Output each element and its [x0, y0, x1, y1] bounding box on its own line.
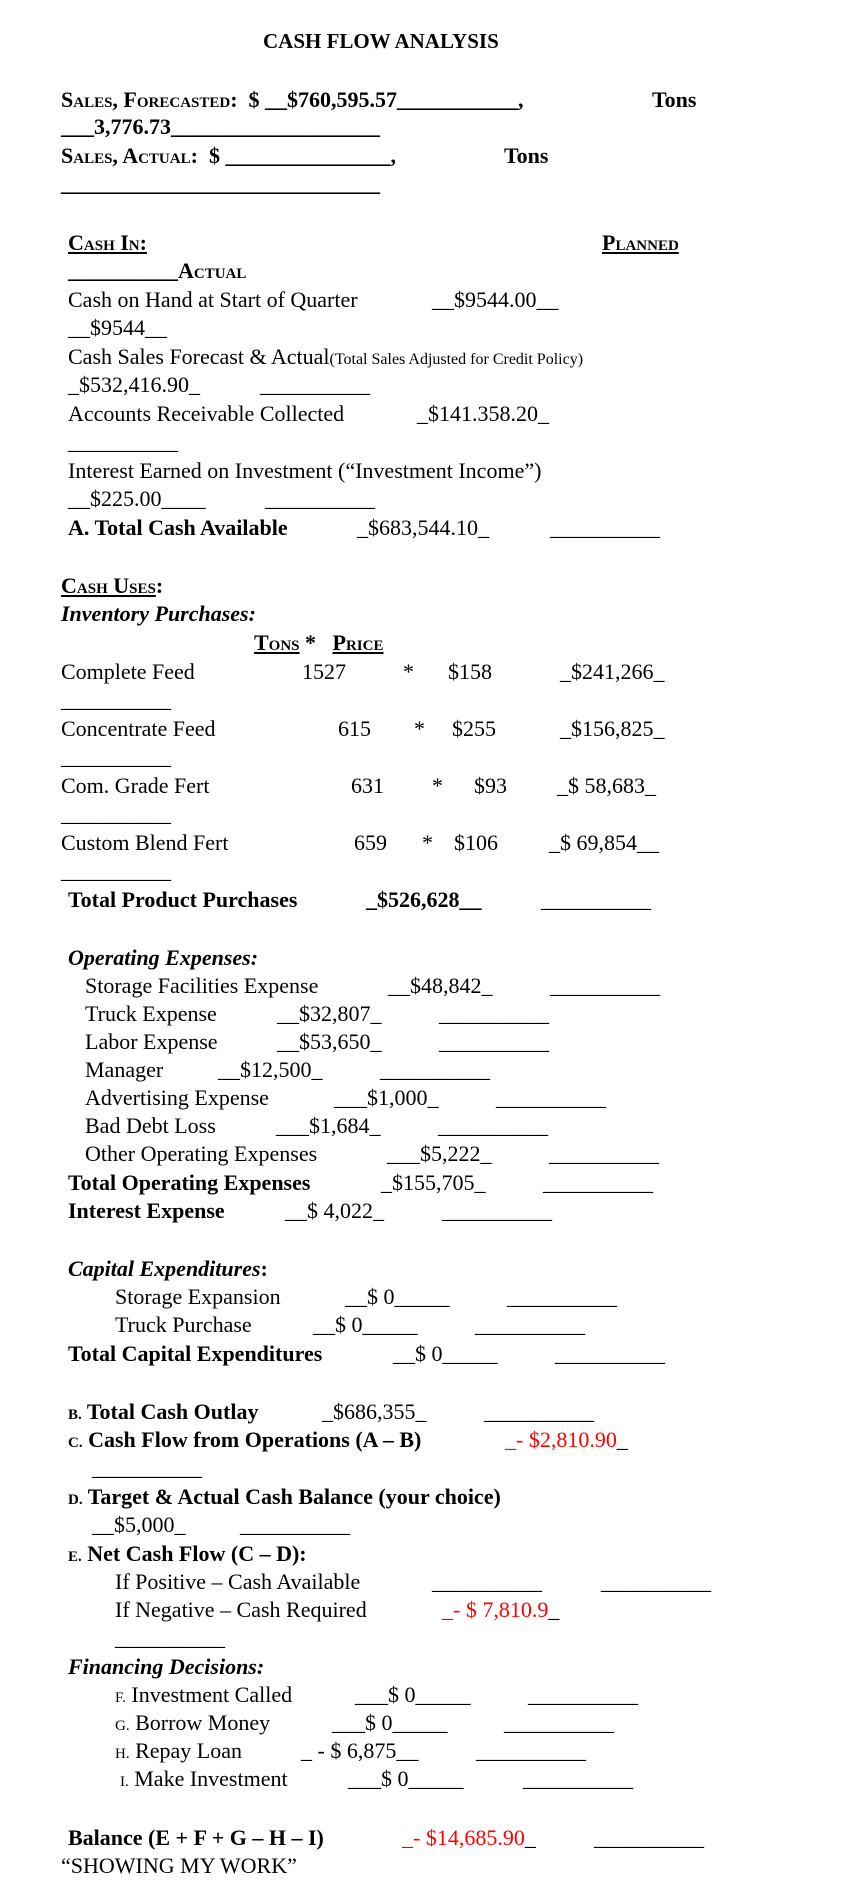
interest-expense-actual: __________ [442, 1198, 552, 1223]
item-total: _$ 58,683_ [557, 773, 656, 798]
total-cash-outlay-label: Total Cash Outlay [86, 1399, 259, 1424]
capital-item-label: Truck Purchase [115, 1312, 252, 1337]
operating-heading: Operating Expenses: [68, 945, 259, 970]
total-operating-actual: __________ [543, 1170, 653, 1195]
financing-label: Make Investment [134, 1766, 288, 1791]
financing-label: Borrow Money [135, 1710, 271, 1735]
financing-row [115, 1682, 292, 1711]
negative-actual: __________ [115, 1625, 225, 1650]
capital-item-planned: __$ 0_____ [313, 1312, 418, 1337]
expense-planned: ___$1,000_ [334, 1085, 439, 1110]
item-total: _$156,825_ [560, 716, 665, 741]
negative-value: - $ 7,810.9 [453, 1597, 549, 1622]
balance-value: - $14,685.90 [413, 1825, 525, 1850]
inventory-heading: Inventory Purchases: [61, 601, 256, 626]
sales-forecast-label: Sales, Forecasted [61, 87, 231, 112]
balance-actual: __________ [594, 1825, 704, 1850]
interest-earned-planned: __$225.00____ [68, 486, 206, 511]
cash-sales-label: Cash Sales Forecast & Actual [68, 344, 330, 369]
item-star: * [403, 659, 414, 684]
balance-dash: _ [402, 1825, 413, 1850]
expense-actual: __________ [550, 973, 660, 998]
expense-label: Bad Debt Loss [85, 1113, 216, 1138]
financing-prefix: I. [120, 1774, 129, 1790]
capital-item-label: Storage Expansion [115, 1284, 281, 1309]
expense-label: Labor Expense [85, 1029, 218, 1054]
footer-note: “SHOWING MY WORK” [61, 1853, 297, 1878]
expense-label: Manager [85, 1057, 164, 1082]
expense-actual: __________ [496, 1085, 606, 1110]
positive-planned: __________ [432, 1569, 542, 1594]
cash-on-hand-label: Cash on Hand at Start of Quarter [68, 287, 358, 312]
capital-item-actual: __________ [475, 1312, 585, 1337]
cash-flow-ops-tail: _ [616, 1427, 628, 1452]
sales-actual-tons-blank-2: _____________ [237, 171, 380, 196]
cash-sales-row [68, 344, 583, 373]
financing-planned: ___$ 0_____ [332, 1710, 448, 1735]
interest-earned-label: Interest Earned on Investment (“Investment Income”) [68, 458, 542, 483]
cash-on-hand-actual: __$9544__ [68, 315, 167, 340]
capital-heading: Capital Expenditures: [68, 1256, 268, 1281]
negative-label: If Negative – Cash Required [115, 1597, 367, 1622]
item-star: * [414, 716, 425, 741]
expense-actual: __________ [380, 1057, 490, 1082]
total-cash-available-actual: __________ [550, 515, 660, 540]
price-column-header: Price [332, 630, 384, 655]
positive-label: If Positive – Cash Available [115, 1569, 361, 1594]
planned-column-heading: Planned [602, 230, 679, 255]
expense-planned: __$32,807_ [277, 1001, 382, 1026]
ar-collected-actual: __________ [68, 429, 178, 454]
item-tons: 631 [351, 773, 384, 798]
item-tons: 1527 [302, 659, 346, 684]
item-actual: __________ [61, 858, 171, 883]
financing-row [115, 1738, 242, 1767]
balance-tail: _ [524, 1825, 536, 1850]
item-price: $106 [454, 830, 498, 855]
sales-forecast-tons-row [61, 114, 380, 140]
total-product-planned: _$526,628__ [366, 887, 482, 912]
sales-actual-tons-label: Tons [504, 143, 549, 168]
expense-planned: __$12,500_ [218, 1057, 323, 1082]
financing-actual: __________ [476, 1738, 586, 1763]
total-capital-label: Total Capital Expenditures [68, 1341, 323, 1366]
expense-actual: __________ [439, 1001, 549, 1026]
ar-collected-planned: _$141.358.20_ [417, 401, 549, 426]
negative-dash: _ [442, 1597, 453, 1622]
financing-heading: Financing Decisions: [68, 1654, 265, 1679]
total-capital-planned: __$ 0_____ [393, 1341, 498, 1366]
item-price: $93 [474, 773, 507, 798]
line-e-prefix: E. [68, 1549, 82, 1565]
financing-prefix: F. [115, 1690, 126, 1706]
expense-label: Truck Expense [85, 1001, 217, 1026]
net-cash-flow-label: Net Cash Flow (C – D): [87, 1541, 307, 1566]
total-cash-outlay-row [68, 1399, 258, 1428]
item-total: _$ 69,854__ [549, 830, 659, 855]
negative-planned [442, 1597, 559, 1623]
sales-forecast-tons-blank: _____________ [237, 114, 380, 139]
sales-actual-label: Sales, Actual [61, 143, 191, 168]
line-c-prefix: C. [68, 1435, 83, 1451]
cash-sales-planned: _$532,416.90_ [68, 372, 200, 397]
expense-label: Advertising Expense [85, 1085, 269, 1110]
item-total: _$241,266_ [560, 659, 665, 684]
cash-in-heading: Cash In: [68, 230, 147, 255]
sales-forecast-dollar: $ __$760,595.57___________, [248, 87, 524, 112]
expense-planned: ___$1,684_ [276, 1113, 381, 1138]
total-cash-available-label: A. Total Cash Available [68, 515, 288, 540]
item-label: Com. Grade Fert [61, 773, 210, 798]
cash-on-hand-planned: __$9544.00__ [432, 287, 559, 312]
sales-actual-tons-row [61, 171, 380, 197]
expense-actual: __________ [549, 1141, 659, 1166]
total-capital-actual: __________ [555, 1341, 665, 1366]
item-actual: __________ [61, 801, 171, 826]
financing-actual: __________ [504, 1710, 614, 1735]
page-title: CASH FLOW ANALYSIS [263, 29, 499, 53]
inventory-column-headers: Tons * Price [254, 630, 384, 655]
item-label: Concentrate Feed [61, 716, 216, 741]
target-cash-row [68, 1484, 501, 1513]
financing-label: Investment Called [131, 1682, 293, 1707]
sales-actual-row: Sales, Actual: $ _______________, [61, 143, 396, 168]
item-price: $158 [448, 659, 492, 684]
financing-planned: ___$ 0_____ [355, 1682, 471, 1707]
cash-uses-heading: Cash Uses: [61, 573, 164, 598]
cash-in-heading-text: Cash In [68, 230, 140, 255]
expense-actual: __________ [438, 1113, 548, 1138]
cash-flow-ops-dash: _ [505, 1427, 516, 1452]
expense-actual: __________ [439, 1029, 549, 1054]
expense-label: Storage Facilities Expense [85, 973, 319, 998]
item-price: $255 [452, 716, 496, 741]
target-cash-actual: __________ [240, 1512, 350, 1537]
interest-expense-label: Interest Expense [68, 1198, 225, 1223]
financing-planned: _ - $ 6,875__ [301, 1738, 419, 1763]
item-actual: __________ [61, 687, 171, 712]
total-cash-available-planned: _$683,544.10_ [357, 515, 489, 540]
cash-flow-ops-planned [505, 1427, 628, 1453]
negative-tail: _ [548, 1597, 560, 1622]
capital-heading-text: Capital Expenditures [68, 1256, 261, 1281]
financing-row [120, 1766, 288, 1795]
target-cash-label: Target & Actual Cash Balance (your choice) [87, 1484, 501, 1509]
cash-flow-ops-actual: __________ [92, 1455, 202, 1480]
total-cash-outlay-planned: _$686,355_ [322, 1399, 427, 1424]
capital-item-actual: __________ [507, 1284, 617, 1309]
total-product-actual: __________ [541, 887, 651, 912]
capital-item-planned: __$ 0_____ [345, 1284, 450, 1309]
cash-flow-ops-value: - $2,810.90 [516, 1427, 617, 1452]
expense-label: Other Operating Expenses [85, 1141, 318, 1166]
item-star: * [432, 773, 443, 798]
financing-row [115, 1710, 270, 1739]
interest-earned-actual: __________ [265, 486, 375, 511]
sales-forecast-tons-label: Tons [652, 87, 697, 112]
actual-column-heading: __________Actual [68, 258, 247, 283]
financing-prefix: H. [115, 1746, 130, 1762]
positive-actual: __________ [601, 1569, 711, 1594]
sales-actual-tons-blank: ________________ [61, 171, 237, 196]
cash-sales-actual: __________ [260, 372, 370, 397]
expense-planned: ___$5,222_ [387, 1141, 492, 1166]
financing-label: Repay Loan [135, 1738, 242, 1763]
item-label: Custom Blend Fert [61, 830, 229, 855]
cash-flow-ops-label: Cash Flow from Operations (A – B) [88, 1427, 422, 1452]
financing-prefix: G. [115, 1718, 130, 1734]
financing-actual: __________ [523, 1766, 633, 1791]
balance-label: Balance (E + F + G – H – I) [68, 1825, 324, 1850]
financing-planned: ___$ 0_____ [348, 1766, 464, 1791]
net-cash-flow-row [68, 1541, 307, 1570]
sales-actual-dollar: $ _______________, [208, 143, 396, 168]
item-tons: 659 [354, 830, 387, 855]
interest-expense-planned: __$ 4,022_ [285, 1198, 384, 1223]
ar-collected-label: Accounts Receivable Collected [68, 401, 345, 426]
total-product-label: Total Product Purchases [68, 887, 298, 912]
item-star: * [422, 830, 433, 855]
balance-planned [402, 1825, 536, 1851]
sales-forecast-tons: ___3,776.73______ [61, 114, 237, 139]
expense-planned: __$53,650_ [277, 1029, 382, 1054]
total-operating-planned: _$155,705_ [381, 1170, 486, 1195]
total-cash-outlay-actual: __________ [484, 1399, 594, 1424]
item-tons: 615 [338, 716, 371, 741]
cash-sales-note: (Total Sales Adjusted for Credit Policy) [329, 351, 584, 368]
total-operating-label: Total Operating Expenses [68, 1170, 311, 1195]
line-d-prefix: D. [68, 1492, 83, 1508]
expense-planned: __$48,842_ [388, 973, 493, 998]
tons-column-header: Tons [254, 630, 300, 655]
target-cash-planned: __$5,000_ [92, 1512, 186, 1537]
cash-flow-ops-row [68, 1427, 421, 1456]
line-b-prefix: B. [68, 1407, 82, 1423]
item-label: Complete Feed [61, 659, 195, 684]
cash-uses-heading-text: Cash Uses [61, 573, 156, 598]
financing-actual: __________ [528, 1682, 638, 1707]
sales-forecast-row: Sales, Forecasted: $ __$760,595.57___________, [61, 87, 524, 112]
item-actual: __________ [61, 744, 171, 769]
